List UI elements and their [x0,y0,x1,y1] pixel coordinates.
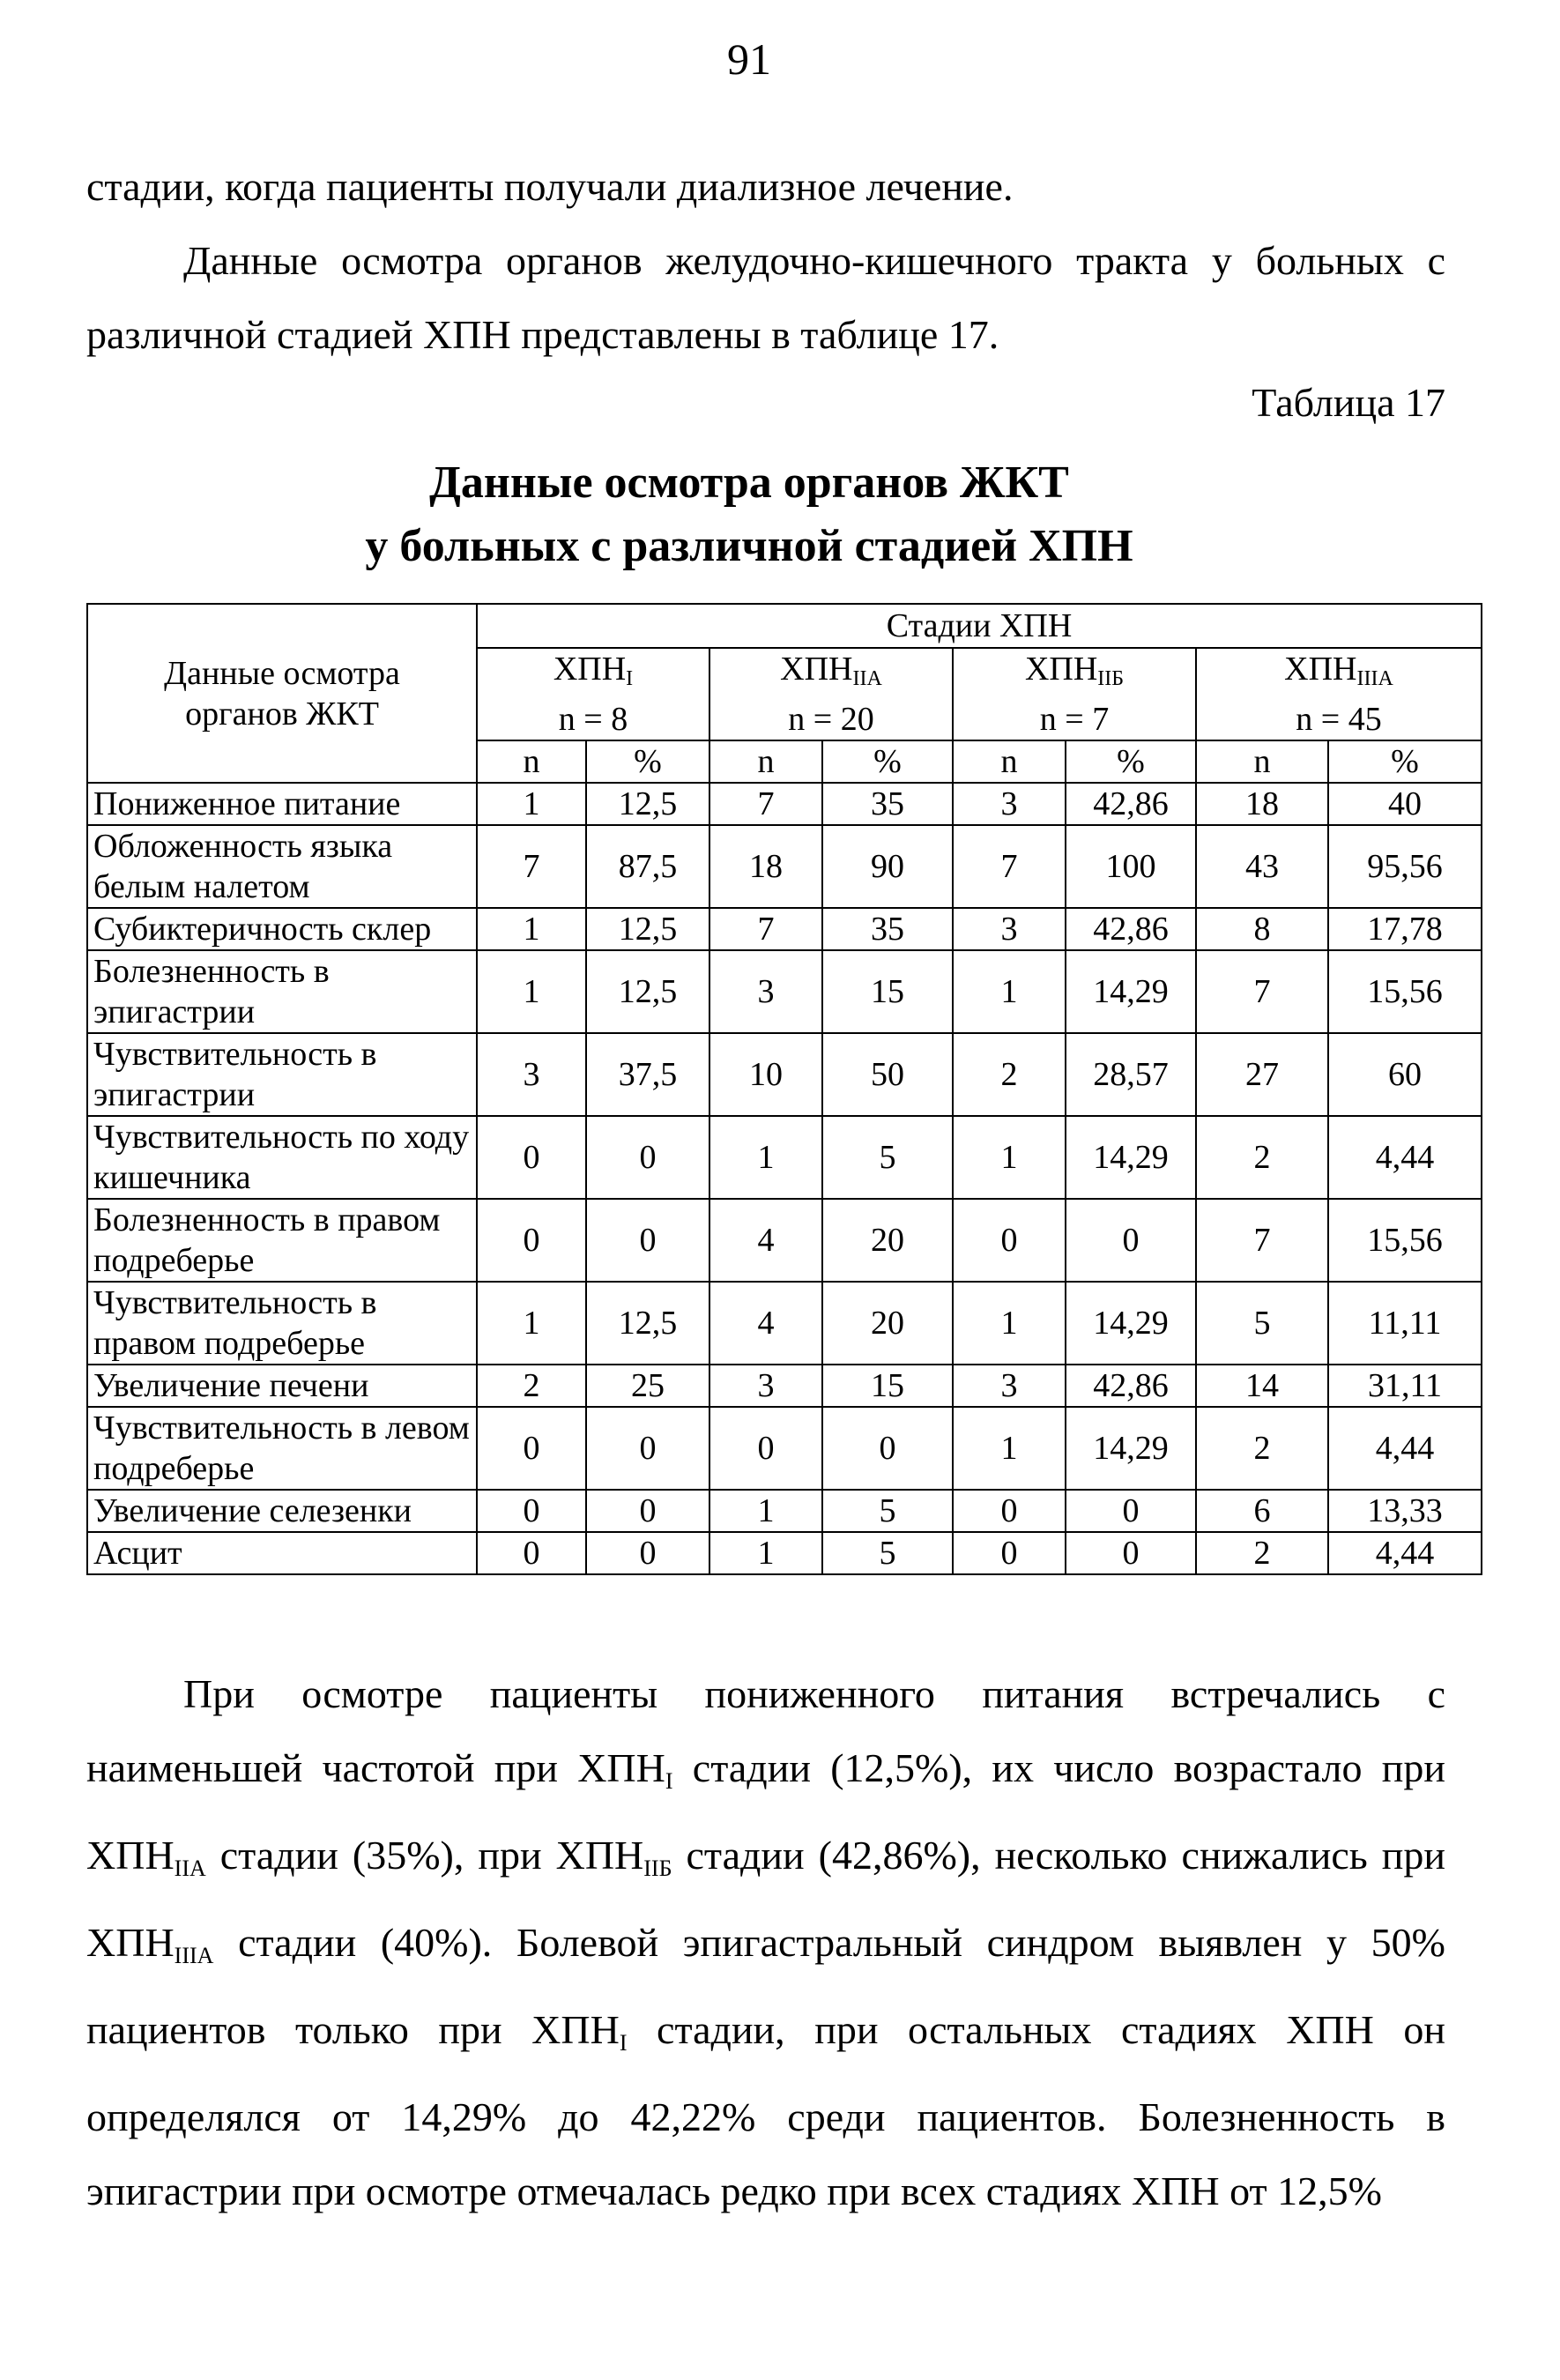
value-cell: 60 [1328,1033,1482,1116]
closing-term-5: ХПН [531,2007,620,2052]
stage-subscript: IIIА [1356,667,1393,690]
sub-header-cell: % [1066,740,1196,783]
sub-header-cell: n [709,740,822,783]
page-number: 91 [727,34,771,84]
value-cell: 5 [822,1490,953,1532]
value-cell: 5 [822,1532,953,1574]
value-cell: 43 [1196,825,1328,908]
value-cell: 2 [1196,1116,1328,1199]
value-cell: 3 [477,1033,586,1116]
value-cell: 7 [477,825,586,908]
value-cell: 7 [1196,1199,1328,1282]
value-cell: 0 [477,1407,586,1490]
value-cell: 0 [477,1116,586,1199]
value-cell: 2 [1196,1532,1328,1574]
closing-term-1: ХПН [577,1745,665,1790]
stage-n: n = 8 [558,701,628,738]
value-cell: 7 [709,908,822,950]
stage-name: ХПН [1024,651,1098,688]
stage-n: n = 45 [1296,701,1382,738]
table-label: Таблица 17 [1252,380,1445,425]
value-cell: 10 [709,1033,822,1116]
value-cell: 2 [477,1365,586,1407]
value-cell: 2 [953,1033,1066,1116]
value-cell: 14,29 [1066,1407,1196,1490]
intro-paragraph [86,224,1445,372]
value-cell: 0 [709,1407,822,1490]
sub-header-cell: n [953,740,1066,783]
value-cell: 0 [586,1116,709,1199]
value-cell: 0 [586,1532,709,1574]
sub-header-cell: n [477,740,586,783]
value-cell: 1 [477,950,586,1033]
value-cell: 12,5 [586,1282,709,1365]
value-cell: 90 [822,825,953,908]
value-cell: 18 [1196,783,1328,825]
value-cell: 27 [1196,1033,1328,1116]
value-cell: 0 [953,1532,1066,1574]
value-cell: 7 [709,783,822,825]
value-cell: 12,5 [586,908,709,950]
closing-paragraph [86,1657,1445,2228]
sub-header-cell: % [822,740,953,783]
stage-name: ХПН [1284,651,1357,688]
row-header-cell: Данные осмотра органов ЖКТ [87,604,477,783]
value-cell: 14 [1196,1365,1328,1407]
stage-n: n = 20 [788,701,874,738]
value-cell: 5 [822,1116,953,1199]
stage-header-cell [953,648,1196,740]
value-cell: 12,5 [586,783,709,825]
stage-name: ХПН [780,651,853,688]
value-cell: 3 [953,783,1066,825]
table-header [87,604,1482,783]
value-cell: 0 [953,1199,1066,1282]
value-cell: 1 [953,1282,1066,1365]
intro-line: стадии, когда пациенты получали диализное лечение. [86,164,1014,209]
row-label-cell: Субиктеричность склер [87,908,477,950]
closing-s2: стадии (12,5%), их число возрастало при [672,1745,1445,1790]
closing-s5: стадии (40%). Болевой эпигастральный синдром выявлен у 50% пациентов только при [86,1920,1445,2052]
value-cell: 0 [586,1490,709,1532]
value-cell: 18 [709,825,822,908]
value-cell: 20 [822,1199,953,1282]
value-cell: 14,29 [1066,1116,1196,1199]
closing-s4: стадии (42,86%), несколько снижались при [672,1833,1446,1878]
value-cell: 40 [1328,783,1482,825]
value-cell: 50 [822,1033,953,1116]
table-row [87,1116,1482,1199]
value-cell: 12,5 [586,950,709,1033]
value-cell: 0 [586,1199,709,1282]
table-row [87,1033,1482,1116]
value-cell: 15 [822,950,953,1033]
value-cell: 25 [586,1365,709,1407]
value-cell: 20 [822,1282,953,1365]
intro-paragraph-text: Данные осмотра органов желудочно-кишечного тракта у больных с различной стадией ХПН представлены в таблице 17. [86,238,1445,357]
table-row [87,908,1482,950]
value-cell: 15,56 [1328,1199,1482,1282]
value-cell: 3 [709,1365,822,1407]
table-row [87,1532,1482,1574]
value-cell: 5 [1196,1282,1328,1365]
value-cell: 7 [1196,950,1328,1033]
value-cell: 42,86 [1066,1365,1196,1407]
value-cell: 0 [822,1407,953,1490]
value-cell: 13,33 [1328,1490,1482,1532]
value-cell: 7 [953,825,1066,908]
stage-header-cell [709,648,953,740]
value-cell: 0 [477,1199,586,1282]
stage-subscript: IIА [852,667,882,690]
value-cell: 4,44 [1328,1116,1482,1199]
value-cell: 1 [953,950,1066,1033]
value-cell: 0 [953,1490,1066,1532]
table-row [87,1199,1482,1282]
row-label-cell: Чувствительность в эпигастрии [87,1033,477,1116]
table-row [87,950,1482,1033]
value-cell: 95,56 [1328,825,1482,908]
closing-term-1-sub: I [665,1768,673,1794]
stage-n: n = 7 [1039,701,1110,738]
row-label-cell: Пониженное питание [87,783,477,825]
value-cell: 0 [1066,1490,1196,1532]
value-cell: 0 [477,1532,586,1574]
closing-term-5-sub: I [619,2030,628,2056]
value-cell: 42,86 [1066,908,1196,950]
table-body [87,783,1482,1574]
group-header-cell: Стадии ХПН [477,604,1482,648]
table-title-line2: у больных с различной стадией ХПН [365,521,1133,571]
value-cell: 3 [709,950,822,1033]
value-cell: 31,11 [1328,1365,1482,1407]
table-title-line1: Данные осмотра органов ЖКТ [429,457,1069,508]
value-cell: 14,29 [1066,950,1196,1033]
value-cell: 11,11 [1328,1282,1482,1365]
value-cell: 3 [953,908,1066,950]
value-cell: 6 [1196,1490,1328,1532]
row-label-cell: Чувствительность в левом подреберье [87,1407,477,1490]
stage-header-cell [1196,648,1482,740]
value-cell: 15 [822,1365,953,1407]
value-cell: 0 [586,1407,709,1490]
value-cell: 14,29 [1066,1282,1196,1365]
value-cell: 1 [477,1282,586,1365]
closing-s6: стадии, при остальных стадиях ХПН он определялся от 14,29% до 42,22% среди пациентов. Болезненность в эпигастрии при осмотре отмечалась редко при всех стадиях ХПН от 12,5% [86,2007,1445,2213]
closing-term-4: ХПН [86,1920,175,1965]
sub-header-cell: % [1328,740,1482,783]
row-label-cell: Обложенность языка белым налетом [87,825,477,908]
value-cell: 0 [477,1490,586,1532]
table-row [87,825,1482,908]
value-cell: 1 [477,783,586,825]
value-cell: 4 [709,1282,822,1365]
table-row [87,1365,1482,1407]
gi-exam-table [86,603,1482,1575]
value-cell: 17,78 [1328,908,1482,950]
stage-subscript: I [626,667,634,690]
closing-s1: При осмотре пациенты пониженного питания встречались с наименьшей частотой при [86,1671,1445,1790]
stage-header-cell [477,648,709,740]
closing-term-2-sub: IIА [174,1856,206,1881]
value-cell: 0 [1066,1532,1196,1574]
table-row [87,1407,1482,1490]
value-cell: 0 [1066,1199,1196,1282]
row-label-cell: Болезненность в правом подреберье [87,1199,477,1282]
value-cell: 1 [477,908,586,950]
value-cell: 2 [1196,1407,1328,1490]
value-cell: 8 [1196,908,1328,950]
value-cell: 4,44 [1328,1407,1482,1490]
sub-header-cell: n [1196,740,1328,783]
value-cell: 1 [709,1532,822,1574]
value-cell: 42,86 [1066,783,1196,825]
row-label-cell: Чувствительность в правом подреберье [87,1282,477,1365]
value-cell: 15,56 [1328,950,1482,1033]
stage-name: ХПН [553,651,627,688]
value-cell: 100 [1066,825,1196,908]
value-cell: 1 [709,1490,822,1532]
table-row [87,1282,1482,1365]
row-label-cell: Чувствительность по ходу кишечника [87,1116,477,1199]
value-cell: 35 [822,783,953,825]
closing-term-3-sub: IIБ [643,1856,672,1881]
row-label-cell: Увеличение печени [87,1365,477,1407]
closing-term-3: ХПН [555,1833,644,1878]
value-cell: 35 [822,908,953,950]
value-cell: 1 [709,1116,822,1199]
stage-subscript: IIБ [1097,667,1125,690]
value-cell: 1 [953,1116,1066,1199]
sub-header-cell: % [586,740,709,783]
closing-term-4-sub: IIIА [174,1943,214,1968]
value-cell: 28,57 [1066,1033,1196,1116]
row-label-cell: Асцит [87,1532,477,1574]
value-cell: 87,5 [586,825,709,908]
value-cell: 4 [709,1199,822,1282]
row-label-cell: Увеличение селезенки [87,1490,477,1532]
table-title [0,451,1498,578]
value-cell: 37,5 [586,1033,709,1116]
value-cell: 4,44 [1328,1532,1482,1574]
value-cell: 1 [953,1407,1066,1490]
closing-term-2: ХПН [86,1833,175,1878]
closing-s3: стадии (35%), при [205,1833,556,1878]
row-label-cell: Болезненность в эпигастрии [87,950,477,1033]
table-row [87,1490,1482,1532]
value-cell: 3 [953,1365,1066,1407]
table-row [87,783,1482,825]
